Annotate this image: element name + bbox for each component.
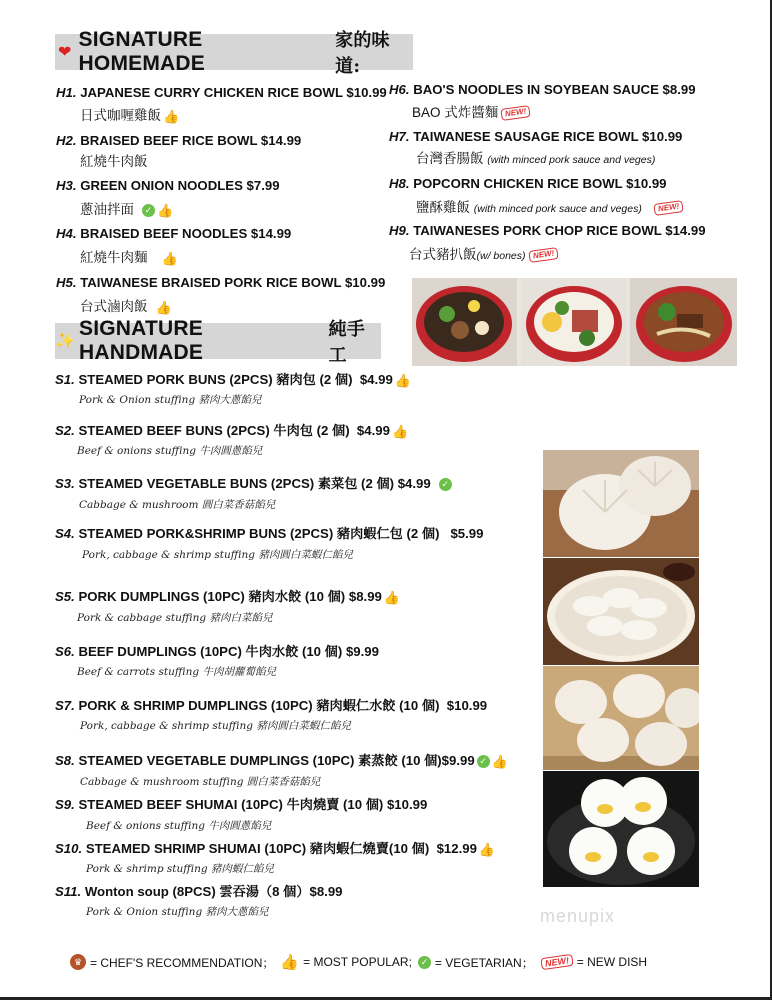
vegetarian-icon: ✓ bbox=[418, 956, 431, 969]
thumbs-up-icon: 👍 bbox=[155, 299, 172, 315]
legend-chef: = CHEF'S RECOMMENDATION； bbox=[90, 955, 275, 970]
rice-bowls-photo bbox=[412, 278, 737, 366]
new-dish-badge: NEW! bbox=[540, 954, 573, 970]
menu-item-s6: S6. BEEF DUMPLINGS (10PC) 牛肉水餃 (10 個) $9.99 bbox=[55, 644, 379, 659]
menu-item-s7: S7. PORK & SHRIMP DUMPLINGS (10PC) 豬肉蝦仁水餃 (10 個) $10.99 bbox=[55, 698, 488, 713]
menu-item-h1: H1. JAPANESE CURRY CHICKEN RICE BOWL $10.99 bbox=[56, 85, 387, 100]
section-homemade-banner bbox=[55, 28, 413, 77]
menu-item-h8-zh: 鹽酥雞飯 (with minced pork sauce and veges) NEW! bbox=[416, 199, 683, 218]
new-dish-badge: NEW! bbox=[653, 200, 684, 216]
menu-item-h3-zh: 蔥油拌面 ✓ 👍 bbox=[80, 202, 174, 218]
thumbs-up-icon: 👍 bbox=[391, 424, 409, 440]
legend bbox=[70, 953, 647, 971]
menu-item-s9-stuffing: Beef & onions stuffing 牛肉圓蔥餡兒 bbox=[86, 820, 272, 832]
menu-item-s4: S4. STEAMED PORK&SHRIMP BUNS (2PCS) 豬肉蝦仁包 (2 個) $5.99 bbox=[55, 526, 484, 541]
menu-item-s7-stuffing: Pork, cabbage & shrimp stuffing 豬肉圓白菜蝦仁餡兒 bbox=[80, 720, 351, 732]
thumbs-up-icon: 👍 bbox=[491, 754, 508, 770]
thumbs-up-icon: 👍 bbox=[394, 373, 412, 389]
section-homemade-title-zh: 家的味道: bbox=[335, 30, 390, 77]
thumbs-up-icon: 👍 bbox=[157, 202, 174, 218]
menu-item-s10: S10. STEAMED SHRIMP SHUMAI (10PC) 豬肉蝦仁燒賣(10 個) $12.99 👍 bbox=[55, 841, 496, 858]
legend-popular: = MOST POPULAR; bbox=[303, 955, 412, 969]
vegetarian-icon: ✓ bbox=[142, 204, 155, 217]
new-dish-badge: NEW! bbox=[528, 247, 559, 263]
chef-hat-icon: ♛ bbox=[70, 954, 86, 970]
thumbs-up-icon: 👍 bbox=[383, 590, 401, 606]
pig-buns-photo bbox=[543, 771, 699, 887]
thumbs-up-icon: 👍 bbox=[478, 842, 496, 858]
menu-item-h7-zh: 台灣香腸飯 (with minced pork sauce and veges) bbox=[416, 151, 656, 166]
thumbs-up-icon: 👍 bbox=[161, 250, 178, 266]
menu-item-h2: H2. BRAISED BEEF RICE BOWL $14.99 bbox=[56, 133, 302, 148]
sparkles-icon: ✨ bbox=[55, 333, 76, 350]
menu-item-s2: S2. STEAMED BEEF BUNS (2PCS) 牛肉包 (2 個) $4.99 👍 bbox=[55, 423, 409, 440]
menu-item-s9: S9. STEAMED BEEF SHUMAI (10PC) 牛肉燒賣 (10 個) $10.99 bbox=[55, 797, 428, 812]
menu-item-s1: S1. STEAMED PORK BUNS (2PCS) 豬肉包 (2 個) $4.99 👍 bbox=[55, 372, 412, 389]
menu-item-s8: S8. STEAMED VEGETABLE DUMPLINGS (10PC) 素蒸餃 (10 個)$9.99 ✓ 👍 bbox=[55, 753, 508, 770]
menu-item-h9: H9. TAIWANESES PORK CHOP RICE BOWL $14.99 bbox=[389, 223, 706, 238]
menu-item-s10-stuffing: Pork & shrimp stuffing 豬肉蝦仁餡兒 bbox=[86, 863, 274, 875]
legend-veg: = VEGETARIAN； bbox=[434, 955, 534, 970]
vegetarian-icon: ✓ bbox=[477, 755, 490, 768]
menu-item-h9-zh: 台式豬扒飯(w/ bones) NEW! bbox=[409, 246, 558, 265]
section-handmade-title-zh: 純手工 bbox=[328, 319, 366, 366]
section-handmade-title: SIGNATURE HANDMADE bbox=[79, 317, 204, 364]
thumbs-up-icon: 👍 bbox=[280, 954, 300, 971]
menu-item-s2-stuffing: Beef & onions stuffing 牛肉圓蔥餡兒 bbox=[77, 445, 263, 457]
thumbs-up-icon: 👍 bbox=[163, 108, 180, 124]
vegetarian-icon: ✓ bbox=[439, 478, 452, 491]
menu-item-s11-stuffing: Pork & Onion stuffing 豬肉大蔥餡兒 bbox=[86, 906, 269, 918]
menu-item-h6: H6. BAO'S NOODLES IN SOYBEAN SAUCE $8.99 bbox=[389, 82, 696, 97]
menu-item-h7: H7. TAIWANESE SAUSAGE RICE BOWL $10.99 bbox=[389, 129, 683, 144]
menu-item-h6-zh: BAO 式炸醬麵 NEW! bbox=[412, 104, 531, 121]
menu-item-s4-stuffing: Pork, cabbage & shrimp stuffing 豬肉圓白菜蝦仁餡兒 bbox=[82, 549, 353, 561]
menu-item-h5-zh: 台式滷肉飯 👍 bbox=[80, 299, 172, 315]
menu-item-h4-zh: 紅燒牛肉麵 👍 bbox=[80, 250, 178, 266]
menu-item-s8-stuffing: Cabbage & mushroom stuffing 圓白菜香菇餡兒 bbox=[80, 776, 321, 788]
menu-item-h4: H4. BRAISED BEEF NOODLES $14.99 bbox=[56, 226, 292, 241]
menu-item-h3: H3. GREEN ONION NOODLES $7.99 bbox=[56, 178, 280, 193]
dumplings-photo bbox=[543, 558, 699, 665]
menu-item-s5-stuffing: Pork & cabbage stuffing 豬肉白菜餡兒 bbox=[77, 612, 273, 624]
menu-item-s11: S11. Wonton soup (8PCS) 雲吞湯（8 個）$8.99 bbox=[55, 884, 343, 899]
steamed-buns-photo bbox=[543, 450, 699, 557]
menu-item-s5: S5. PORK DUMPLINGS (10PC) 豬肉水餃 (10 個) $8.99 👍 bbox=[55, 589, 401, 606]
menu-item-s6-stuffing: Beef & carrots stuffing 牛肉胡蘿蔔餡兒 bbox=[77, 666, 276, 678]
heart-icon: ❤ bbox=[57, 44, 72, 61]
menu-item-h2-zh: 紅燒牛肉飯 bbox=[80, 154, 148, 169]
menu-item-s1-stuffing: Pork & Onion stuffing 豬肉大蔥餡兒 bbox=[79, 394, 262, 406]
menu-item-s3-stuffing: Cabbage & mushroom 圓白菜香菇餡兒 bbox=[79, 499, 276, 511]
menu-item-h5: H5. TAIWANESE BRAISED PORK RICE BOWL $10.99 bbox=[56, 275, 386, 290]
new-dish-badge: NEW! bbox=[501, 105, 532, 121]
watermark: menupix bbox=[540, 906, 616, 926]
section-handmade-banner bbox=[55, 317, 381, 366]
section-homemade-title: SIGNATURE HOMEMADE bbox=[78, 28, 205, 75]
legend-new: = NEW DISH bbox=[576, 955, 648, 969]
xiaolongbao-photo bbox=[543, 666, 699, 770]
menu-item-h8: H8. POPCORN CHICKEN RICE BOWL $10.99 bbox=[389, 176, 667, 191]
menu-item-h1-zh: 日式咖喱雞飯 👍 bbox=[80, 108, 180, 124]
menu-item-s3: S3. STEAMED VEGETABLE BUNS (2PCS) 素菜包 (2 個) $4.99 ✓ bbox=[55, 475, 452, 492]
